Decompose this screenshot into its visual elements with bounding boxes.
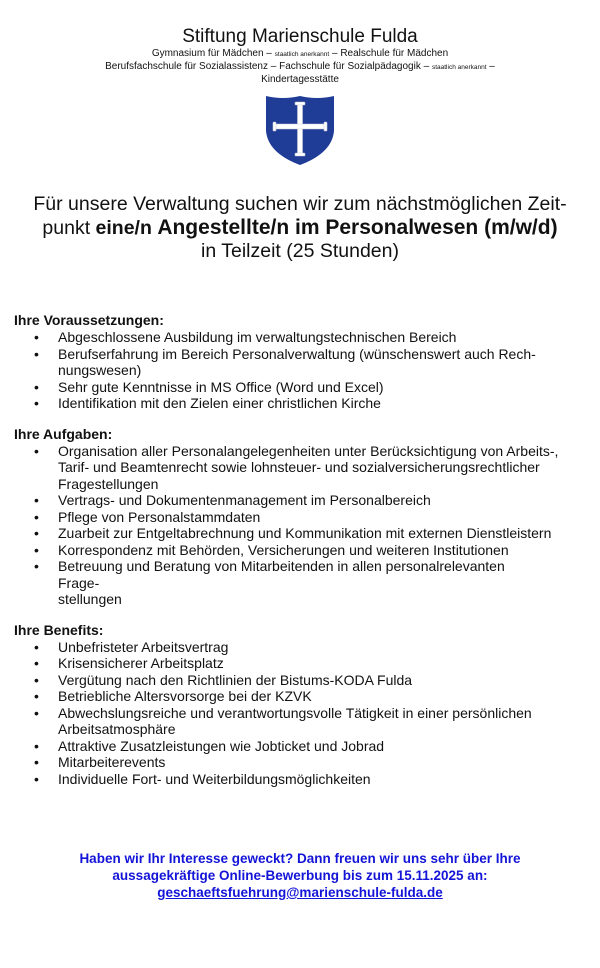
section-benefits xyxy=(14,622,584,788)
list-item: • Korrespondenz mit Behörden, Versicherungen und weiteren Institutionen xyxy=(58,542,584,559)
job-headline xyxy=(0,193,600,263)
list-item: • Individuelle Fort- und Weiterbildungsmöglichkeiten xyxy=(58,771,584,788)
section-title: Ihre Benefits: xyxy=(14,621,104,638)
school-types-line-2 xyxy=(0,61,600,74)
school-types-line-1 xyxy=(0,48,600,61)
list-item: • Abgeschlossene Ausbildung im verwaltungstechnischen Bereich xyxy=(58,329,584,346)
dash-separator: – xyxy=(486,61,495,72)
list-item: • Identifikation mit den Zielen einer christlichen Kirche xyxy=(58,395,584,412)
email-link[interactable]: geschaeftsfuehrung@marienschule-fulda.de xyxy=(157,885,443,900)
school-gymnasium: Gymnasium für Mädchen – xyxy=(151,48,275,59)
section-tasks xyxy=(14,426,584,608)
list-item: • Pflege von Personalstammdaten xyxy=(58,509,584,526)
headline-article: eine/n xyxy=(95,217,158,239)
list-item: • Vertrags- und Dokumentenmanagement im Personalbereich xyxy=(58,492,584,509)
recognition-note: staatlich anerkannt xyxy=(431,64,487,71)
benefits-list xyxy=(14,639,584,788)
school-kita: Kindertagesstätte xyxy=(261,74,339,85)
letterhead xyxy=(0,26,600,86)
list-item: • Betreuung und Beratung von Mitarbeitenden in allen personalrelevanten Frage- stellungen xyxy=(58,558,548,608)
list-item: • Abwechslungsreiche und verantwortungsvolle Tätigkeit in einer persönlichen Arbeitsatmosphäre xyxy=(58,705,548,738)
list-item: • Sehr gute Kenntnisse in MS Office (Word und Excel) xyxy=(58,379,584,396)
school-berufsfachschule: Berufsfachschule für Sozialassistenz – Fachschule für Sozialpädagogik – xyxy=(105,61,432,72)
list-item: • Krisensicherer Arbeitsplatz xyxy=(58,655,584,672)
cta-line-1: Haben wir Ihr Interesse geweckt? Dann freuen wir uns sehr über Ihre xyxy=(79,851,521,866)
headline-line-2 xyxy=(0,216,600,240)
application-call-to-action xyxy=(0,850,600,901)
headline-prefix: punkt xyxy=(42,217,96,239)
section-title: Ihre Aufgaben: xyxy=(14,425,113,442)
recognition-note: staatlich anerkannt xyxy=(274,51,330,58)
job-details xyxy=(14,312,584,801)
list-item: • Betriebliche Altersvorsorge bei der KZVK xyxy=(58,688,584,705)
headline-line-1: Für unsere Verwaltung suchen wir zum nächstmöglichen Zeit- xyxy=(33,193,567,215)
requirements-list xyxy=(14,329,584,412)
cta-line-2: aussagekräftige Online-Bewerbung bis zum 15.11.2025 an: xyxy=(112,868,488,883)
section-title: Ihre Voraussetzungen: xyxy=(14,312,164,328)
employment-type: in Teilzeit (25 Stunden) xyxy=(200,240,399,262)
list-item-text: Berufserfahrung im Bereich Personalverwaltung (wünschenswert auch Rech- nungswesen) xyxy=(58,345,536,378)
list-item: • Organisation aller Personalangelegenheiten unter Berücksichtigung von Arbeits-, Tarif- und Beamtenrecht sowie lohnsteuer- und sozialversicherungsrechtlicher Fragestellungen xyxy=(58,443,573,493)
list-item: • Zuarbeit zur Entgeltabrechnung und Kommunikation mit externen Dienstleistern xyxy=(58,525,584,542)
tasks-list xyxy=(14,443,584,608)
list-item: • Unbefristeter Arbeitsvertrag xyxy=(58,639,584,656)
organization-name: Stiftung Marienschule Fulda xyxy=(182,26,418,47)
list-item: • Mitarbeiterevents xyxy=(58,754,584,771)
shield-cross-icon xyxy=(263,93,337,167)
job-title: Angestellte/n im Personalwesen (m/w/d) xyxy=(157,216,558,239)
section-requirements xyxy=(14,312,584,412)
list-item: • Vergütung nach den Richtlinien der Bistums-KODA Fulda xyxy=(58,672,584,689)
school-realschule: – Realschule für Mädchen xyxy=(329,48,449,59)
list-item: • Attraktive Zusatzleistungen wie Jobticket und Jobrad xyxy=(58,738,584,755)
list-item xyxy=(58,346,548,379)
